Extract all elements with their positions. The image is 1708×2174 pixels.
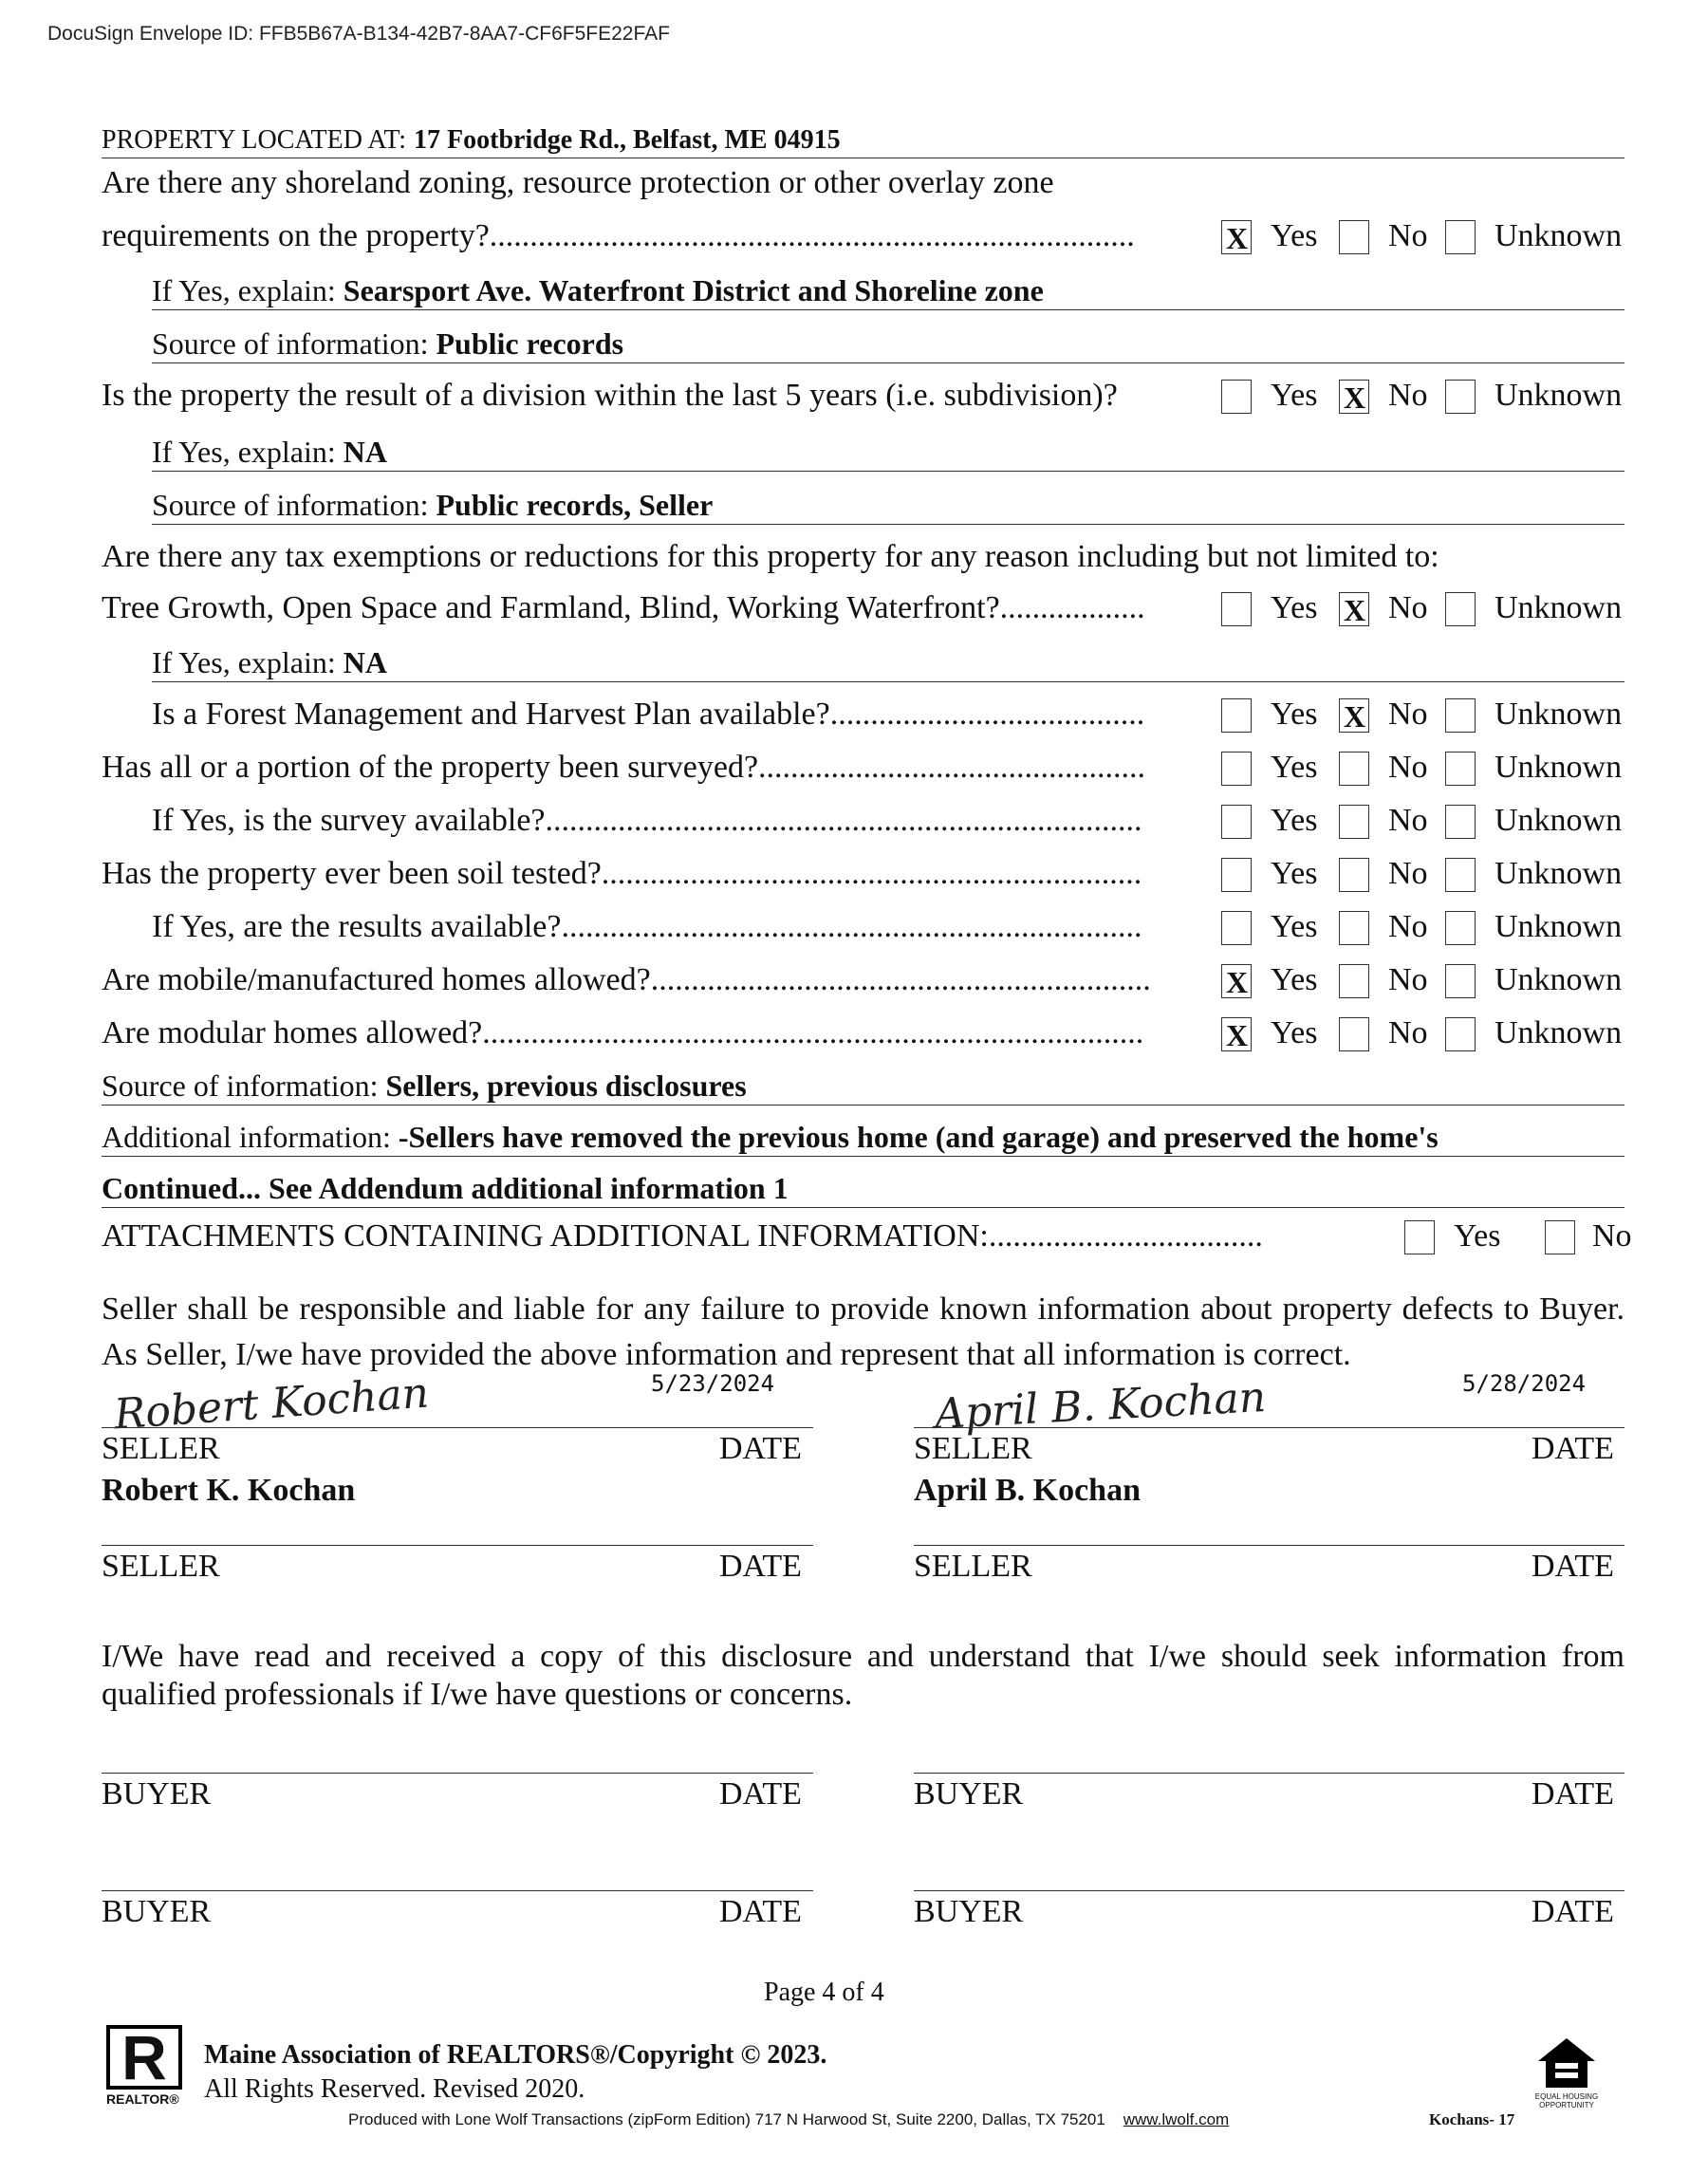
additional-label: Additional information: <box>102 1120 391 1154</box>
buyer3-line[interactable] <box>102 1890 813 1891</box>
q7-yes-checkbox[interactable] <box>1221 858 1252 892</box>
q5-unknown-checkbox[interactable] <box>1445 752 1476 786</box>
no-label: No <box>1388 909 1428 944</box>
check-mark: X <box>1226 1018 1249 1052</box>
seller-statement: Seller shall be responsible and liable for any failure to provide known information about property defects to Buyer. As Seller, I/we have provided the above information and represent that all information is correct. <box>102 1291 1624 1372</box>
source-label: Source of information: <box>152 488 429 522</box>
explain-label: If Yes, explain: <box>152 435 336 469</box>
lwolf-link[interactable]: www.lwolf.com <box>1123 2110 1230 2128</box>
explain-label: If Yes, explain: <box>152 273 336 307</box>
additional-value[interactable]: -Sellers have removed the previous home (and garage) and preserved the home's <box>398 1120 1439 1154</box>
q2-yes-checkbox[interactable] <box>1221 380 1252 414</box>
unknown-label: Unknown <box>1494 1015 1623 1050</box>
q2-source-value[interactable]: Public records, Seller <box>436 488 714 522</box>
equal-housing-text: EQUAL HOUSING OPPORTUNITY <box>1534 2092 1599 2109</box>
q1-text: requirements on the property?................................................................................ <box>102 218 1135 253</box>
seller1-line[interactable] <box>102 1427 813 1428</box>
q10-unknown-checkbox[interactable] <box>1445 1017 1476 1051</box>
yes-label: Yes <box>1271 856 1318 891</box>
q9-options <box>1221 960 1624 998</box>
check-mark: X <box>1226 965 1249 999</box>
q8-row <box>102 901 1624 949</box>
buyer1-line[interactable] <box>102 1773 813 1774</box>
buyer4-line[interactable] <box>914 1890 1624 1891</box>
q10-text: Are modular homes allowed?.................................................................................. <box>102 1015 1144 1050</box>
q8-options <box>1221 907 1624 945</box>
q7-text: Has the property ever been soil tested?................................................................... <box>102 856 1142 891</box>
source-final-value[interactable]: Sellers, previous disclosures <box>385 1068 747 1103</box>
q2-no-checkbox[interactable] <box>1339 380 1369 414</box>
q1-source-value[interactable]: Public records <box>436 326 624 361</box>
yes-label: Yes <box>1271 590 1318 625</box>
seller4-date-label: DATE <box>1532 1549 1614 1584</box>
q5-options <box>1221 748 1624 786</box>
q1-line1: Are there any shoreland zoning, resource protection or other overlay zone <box>102 165 1054 200</box>
seller3-date-label: DATE <box>719 1549 802 1584</box>
q8-text: If Yes, are the results available?........................................................................ <box>152 909 1142 944</box>
q9-row <box>102 955 1624 1002</box>
q6-unknown-checkbox[interactable] <box>1445 805 1476 839</box>
unknown-label: Unknown <box>1494 962 1623 997</box>
q3-explain-row <box>152 638 1624 682</box>
q9-text: Are mobile/manufactured homes allowed?.............................................................. <box>102 962 1151 997</box>
q4-options <box>1221 695 1624 733</box>
page-number: Page 4 of 4 <box>764 1978 884 2007</box>
seller1-date[interactable]: 5/23/2024 <box>651 1370 775 1397</box>
seller2-date-label: DATE <box>1532 1431 1614 1466</box>
q1-explain-row <box>152 266 1624 310</box>
q9-unknown-checkbox[interactable] <box>1445 964 1476 998</box>
q1-unknown-checkbox[interactable] <box>1445 220 1476 254</box>
no-label: No <box>1388 590 1428 625</box>
q10-row <box>102 1008 1624 1055</box>
q1-explain-value[interactable]: Searsport Ave. Waterfront District and Shoreline zone <box>343 273 1044 307</box>
q4-yes-checkbox[interactable] <box>1221 698 1252 733</box>
seller1-label: SELLER <box>102 1431 220 1466</box>
no-label: No <box>1388 1015 1428 1050</box>
additional-continued[interactable]: Continued... See Addendum additional information 1 <box>102 1171 789 1205</box>
no-label: No <box>1388 218 1428 253</box>
unknown-label: Unknown <box>1494 856 1623 891</box>
q6-row <box>102 795 1624 843</box>
seller3-line[interactable] <box>102 1545 813 1546</box>
footer-copyright: Maine Association of REALTORS®/Copyright © 2023. <box>204 2040 827 2070</box>
seller1-name: Robert K. Kochan <box>102 1473 356 1508</box>
q8-no-checkbox[interactable] <box>1339 911 1369 945</box>
unknown-label: Unknown <box>1494 750 1623 785</box>
check-mark: X <box>1344 699 1366 734</box>
realtor-logo-text: REALTOR® <box>106 2091 179 2107</box>
yes-label: Yes <box>1271 697 1318 732</box>
seller2-label: SELLER <box>914 1431 1032 1466</box>
buyer4-label: BUYER <box>914 1894 1024 1929</box>
file-name: Kochans- 17 <box>1429 2110 1515 2128</box>
q3-no-checkbox[interactable] <box>1339 592 1369 626</box>
q10-no-checkbox[interactable] <box>1339 1017 1369 1051</box>
q4-unknown-checkbox[interactable] <box>1445 698 1476 733</box>
seller3-label: SELLER <box>102 1549 220 1584</box>
unknown-label: Unknown <box>1494 909 1623 944</box>
attachments-options <box>1404 1217 1632 1254</box>
q10-yes-checkbox[interactable] <box>1221 1017 1252 1051</box>
q1-options <box>1221 216 1624 254</box>
q3-unknown-checkbox[interactable] <box>1445 592 1476 626</box>
yes-label: Yes <box>1271 1015 1318 1050</box>
q6-text: If Yes, is the survey available?.......................................................................... <box>152 803 1142 838</box>
source-label: Source of information: <box>152 326 429 361</box>
buyer2-date-label: DATE <box>1532 1776 1614 1812</box>
buyer3-date-label: DATE <box>719 1894 802 1929</box>
q8-unknown-checkbox[interactable] <box>1445 911 1476 945</box>
realtor-logo <box>106 2022 188 2107</box>
q2-explain-row <box>152 427 1624 472</box>
additional-info-row <box>102 1112 1624 1157</box>
q9-no-checkbox[interactable] <box>1339 964 1369 998</box>
check-mark: X <box>1344 593 1366 627</box>
q3-options <box>1221 588 1624 626</box>
q1-row <box>102 211 1624 258</box>
q2-text: Is the property the result of a division within the last 5 years (i.e. subdivision)? <box>102 378 1118 413</box>
no-label: No <box>1592 1218 1632 1254</box>
seller2-name: April B. Kochan <box>914 1473 1141 1508</box>
no-label: No <box>1388 750 1428 785</box>
unknown-label: Unknown <box>1494 803 1623 838</box>
q9-yes-checkbox[interactable] <box>1221 964 1252 998</box>
property-address-row <box>102 114 1624 158</box>
attachments-yes-checkbox[interactable] <box>1404 1220 1435 1254</box>
q4-no-checkbox[interactable] <box>1339 698 1369 733</box>
additional-continued-row <box>102 1163 1624 1208</box>
buyer1-label: BUYER <box>102 1776 212 1812</box>
no-label: No <box>1388 697 1428 732</box>
q3-yes-checkbox[interactable] <box>1221 592 1252 626</box>
no-label: No <box>1388 856 1428 891</box>
yes-label: Yes <box>1454 1218 1501 1254</box>
q3-text: Tree Growth, Open Space and Farmland, Blind, Working Waterfront?.................. <box>102 590 1145 625</box>
unknown-label: Unknown <box>1494 378 1623 413</box>
buyer2-label: BUYER <box>914 1776 1024 1812</box>
property-address[interactable]: 17 Footbridge Rd., Belfast, ME 04915 <box>414 125 841 155</box>
realtor-r-icon: R <box>106 2025 182 2090</box>
seller2-signature: April B. Kochan <box>933 1372 1268 1440</box>
no-label: No <box>1388 803 1428 838</box>
q3-line1: Are there any tax exemptions or reductions for this property for any reason including but not limited to: <box>102 539 1439 574</box>
q3-row <box>102 583 1624 630</box>
q2-row <box>102 370 1624 418</box>
unknown-label: Unknown <box>1494 218 1623 253</box>
q10-options <box>1221 1013 1624 1051</box>
no-label: No <box>1388 378 1428 413</box>
q1-yes-checkbox[interactable] <box>1221 220 1252 254</box>
yes-label: Yes <box>1271 962 1318 997</box>
q7-row <box>102 848 1624 896</box>
unknown-label: Unknown <box>1494 590 1623 625</box>
q6-yes-checkbox[interactable] <box>1221 805 1252 839</box>
attachments-row <box>102 1211 1632 1258</box>
yes-label: Yes <box>1271 378 1318 413</box>
q1-no-checkbox[interactable] <box>1339 220 1369 254</box>
q3-explain-value[interactable]: NA <box>343 645 387 679</box>
q4-row <box>102 689 1624 736</box>
produced-text: Produced with Lone Wolf Transactions (zipForm Edition) 717 N Harwood St, Suite 2200, Dallas, TX 75201 <box>348 2110 1105 2128</box>
q2-explain-value[interactable]: NA <box>343 435 387 469</box>
seller4-label: SELLER <box>914 1549 1032 1584</box>
yes-label: Yes <box>1271 218 1318 253</box>
q6-no-checkbox[interactable] <box>1339 805 1369 839</box>
explain-label: If Yes, explain: <box>152 645 336 679</box>
check-mark: X <box>1344 381 1366 415</box>
seller4-line[interactable] <box>914 1545 1624 1546</box>
buyer1-date-label: DATE <box>719 1776 802 1812</box>
q4-text: Is a Forest Management and Harvest Plan available?....................................... <box>152 697 1145 732</box>
yes-label: Yes <box>1271 803 1318 838</box>
q8-yes-checkbox[interactable] <box>1221 911 1252 945</box>
footer-rights: All Rights Reserved. Revised 2020. <box>204 2074 585 2104</box>
attachments-no-checkbox[interactable] <box>1545 1220 1575 1254</box>
q7-no-checkbox[interactable] <box>1339 858 1369 892</box>
source-label: Source of information: <box>102 1068 379 1103</box>
attachments-text: ATTACHMENTS CONTAINING ADDITIONAL INFORMATION:.................................. <box>102 1218 1263 1254</box>
footer-produced <box>348 2110 1229 2129</box>
yes-label: Yes <box>1271 909 1318 944</box>
check-mark: X <box>1226 221 1249 255</box>
q5-text: Has all or a portion of the property been surveyed?................................................ <box>102 750 1146 785</box>
q5-no-checkbox[interactable] <box>1339 752 1369 786</box>
seller2-line[interactable] <box>914 1427 1624 1428</box>
source-final-row <box>102 1061 1624 1106</box>
seller1-date-label: DATE <box>719 1431 802 1466</box>
docusign-envelope-id: DocuSign Envelope ID: FFB5B67A-B134-42B7-8AA7-CF6F5FE22FAF <box>47 23 670 45</box>
buyer-statement: I/We have read and received a copy of this disclosure and understand that I/we should seek information from qualified professionals if I/we have questions or concerns. <box>102 1639 1624 1712</box>
yes-label: Yes <box>1271 750 1318 785</box>
q1-source-row <box>152 319 1624 363</box>
equal-housing-logo <box>1530 2036 1604 2112</box>
buyer4-date-label: DATE <box>1532 1894 1614 1929</box>
q2-source-row <box>152 480 1624 525</box>
q7-options <box>1221 854 1624 892</box>
q5-yes-checkbox[interactable] <box>1221 752 1252 786</box>
seller1-signature: Robert Kochan <box>112 1368 431 1440</box>
unknown-label: Unknown <box>1494 697 1623 732</box>
buyer3-label: BUYER <box>102 1894 212 1929</box>
q5-row <box>102 742 1624 790</box>
q7-unknown-checkbox[interactable] <box>1445 858 1476 892</box>
property-label: PROPERTY LOCATED AT: <box>102 125 407 155</box>
q2-options <box>1221 376 1624 414</box>
buyer2-line[interactable] <box>914 1773 1624 1774</box>
q6-options <box>1221 801 1624 839</box>
q2-unknown-checkbox[interactable] <box>1445 380 1476 414</box>
equal-housing-icon <box>1536 2036 1597 2090</box>
seller2-date[interactable]: 5/28/2024 <box>1462 1370 1587 1397</box>
no-label: No <box>1388 962 1428 997</box>
